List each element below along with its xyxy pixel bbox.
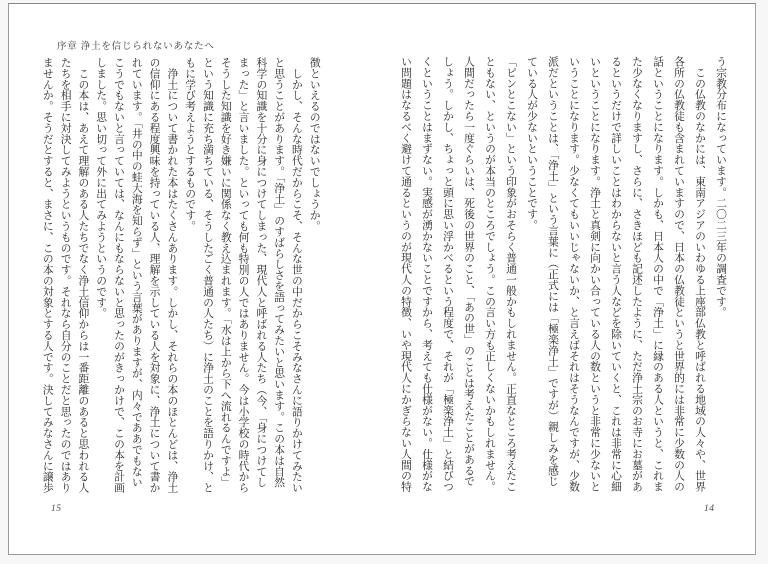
text-column: ませんか。そうだとすると、まさに、この本の対象とする人です。決してみなさんに譲歩 [41,57,54,493]
text-column: という知識に充ち満ちている、そうしたごく普通の人たち）に浄土のことを語りかけ、と [201,57,214,493]
text-column: 各所の仏教徒も含まれていますので、日本の仏教徒というと世界的には非常に少数の人の [673,56,685,492]
text-column: まった」と言いました。といっても何も特別の人ではありません。今は小学校の時代から [237,57,250,493]
text-column: しょう。しかし、ちょっと頭に思い浮かべるという程度で、それが「極楽浄土」と結びつ [442,56,454,492]
text-column: う宗教分布になっています。二〇二三年の調査です。 [715,56,727,318]
text-column: たちを相手に対決してみようというものです。それなら自分のことだと思ったのではあり [59,57,72,493]
page-14-text-block [393,56,729,492]
text-column: 人間だったら一度ぐらいは、死後の世界のこと、「あの世」のことは考えたことがあるで [463,56,475,487]
page-15-text-block [38,57,323,493]
text-column: 派だということは、「浄土」という言葉に（正式には「極楽浄土」ですが）親しみを感じ [547,56,559,487]
text-column: くということはまずない。実感が湧かないことですから、考えても仕様がない。仕様がな [421,56,433,492]
page-number-15: 15 [51,504,62,514]
text-column: もに学び考えようとするものです。 [184,57,197,232]
text-column: の信仰にある程度興味を持っている人、理解を示している人を対象に、浄土について書か [148,57,161,493]
text-column: しました。思い切って外に出てみようというのです。 [95,57,108,319]
text-column: い問題はなるべく避けて通るというのが現代人の特徴、いや現代人にかぎらない人間の特 [400,56,412,492]
text-column: ともない、というのが本当のところでしょう。この言い方も正しくないかもしれません。 [484,56,496,492]
text-column: 話ということになります。しかも、日本人の中で「浄土」に縁のある人というと、これま [652,56,664,492]
text-column: と思うことがあります。「浄土」のすばらしさを語ってみたいと思います。この本は自然 [273,57,286,488]
text-column: いということになります。浄土と真剣に向かい合っている人の数というと非常に少ないと [589,56,601,492]
page-number-14: 14 [704,504,715,514]
text-column: 徴といえるのではないでしょうか。 [308,57,321,232]
text-column: この本は、あえて理解のある人たちでなく浄土信仰からは一番距離のあると思われる人 [77,57,90,493]
text-column: いうことになります。少なくてもいいじゃないか、と言えばそれはそうなんですが、少数 [568,56,580,492]
text-column: 浄土について書かれた本はたくさんあります。しかし、それらの本のほとんどは、浄土 [166,57,179,493]
text-column: こうでもないと言っていては、なんにもならないと思ったのがきっかけで、この本を計画 [112,57,125,493]
text-column: 「ピンとこない」という印象がおそらく普通一般かもしれません。正直なところ考えたこ [505,56,517,492]
text-column: た少なくなりますし、さらに、さきほども記述したように、ただ浄土宗のお寺にお墓があ [631,56,643,492]
text-column: そうした知識を好き嫌いに関係なく教え込まれます。「水は上から下へ流れるんですよ」 [219,57,232,488]
running-header: 序章 浄土を信じられないあなたへ [57,42,215,52]
text-column: しかし、そんな時代だからこそ、そんな世の中だからこそみなさんに語りかけてみたい [290,57,303,493]
text-column: 科学の知識を十分に身につけてしまった、現代人と呼ばれる人たち（今、「身につけてし [255,57,268,488]
text-column: ている人が少ないということです。 [526,56,538,231]
text-column: れています。「井の中の蛙大海を知らず」という言葉がありますが、内々でああでもない [130,57,143,488]
text-column: るというだけで詳しいことはわからないと言う人などを除いていくと、これは非常に心細 [610,56,622,492]
text-column: この仏教のなかには、東南アジアのいわゆる上座部仏教と呼ばれる地域の人々や、世界 [694,56,706,492]
